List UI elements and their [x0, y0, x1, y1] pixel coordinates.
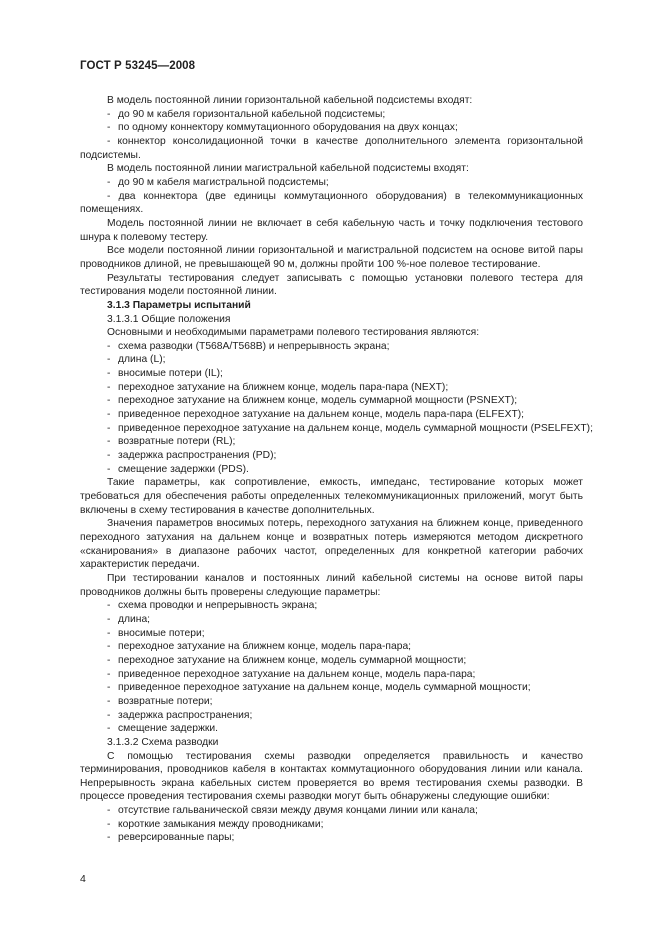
paragraph: Такие параметры, как сопротивление, емкость, импеданс, тестирование которых может требоваться для обеспечения работы определенных телекоммуникационных приложений, могут быть включены в схему тестирования в качестве дополнительных.: [80, 477, 583, 516]
list-dash: -: [107, 354, 111, 366]
list-item: [80, 627, 583, 641]
list-dash: -: [107, 818, 111, 830]
list-dash: -: [107, 409, 111, 421]
list-item: [80, 640, 583, 654]
page-number: 4: [80, 873, 86, 885]
list-dash: -: [107, 668, 111, 680]
list-item: [80, 613, 583, 627]
list-item: [80, 449, 583, 463]
list-item: [80, 176, 583, 190]
list-item-text: возвратные потери;: [118, 695, 213, 707]
list-item: [80, 408, 583, 422]
list-item-text: вносимые потери (IL);: [118, 368, 223, 380]
list-item: [80, 108, 583, 122]
list-item: [80, 463, 583, 477]
list-item: [80, 353, 583, 367]
list-dash: -: [107, 463, 111, 475]
list-item-text: переходное затухание на ближнем конце, модель пара-пара;: [118, 641, 412, 653]
paragraph: При тестировании каналов и постоянных линий кабельной системы на основе витой пары проводников должны быть проверены следующие параметры:: [80, 572, 583, 598]
list-dash: -: [107, 600, 111, 612]
list-item: [80, 722, 583, 736]
paragraph: Модель постоянной линии не включает в себя кабельную часть и точку подключения тестового шнура к полевому тестеру.: [80, 217, 583, 243]
list-item-text: реверсированные пары;: [118, 832, 235, 844]
list-dash: -: [107, 122, 111, 134]
paragraph: 3.1.3.2 Схема разводки: [107, 736, 219, 748]
paragraph: Значения параметров вносимых потерь, переходного затухания на ближнем конце, приведенного переходного затухания на дальнем конце и возвратных потерь измеряются методом дискретного «сканирования» в диапазоне рабочих частот, определенных для конкретной категории рабочих характеристик передачи.: [80, 518, 583, 571]
list-dash: -: [107, 381, 111, 393]
list-item: [80, 818, 583, 832]
list-item-text: переходное затухание на ближнем конце, модель пара-пара (NEXT);: [118, 381, 449, 393]
list-item-text: отсутствие гальванической связи между двумя концами линии или канала;: [118, 805, 478, 817]
list-item: [80, 668, 583, 682]
list-dash: -: [107, 340, 111, 352]
list-item: [80, 681, 583, 695]
list-dash: -: [107, 805, 111, 817]
paragraph: Основными и необходимыми параметрами полевого тестирования являются:: [107, 327, 480, 339]
list-item: [80, 367, 583, 381]
list-item: [80, 804, 583, 818]
list-item-text: по одному коннектору коммутационного оборудования на двух концах;: [118, 122, 458, 134]
list-item: [80, 435, 583, 449]
list-item-text: схема проводки и непрерывность экрана;: [118, 600, 318, 612]
document-body: [80, 94, 593, 845]
list-item-text: приведенное переходное затухание на дальнем конце, модель суммарной мощности;: [118, 682, 531, 694]
list-item: [80, 599, 583, 613]
list-item-text: короткие замыкания между проводниками;: [118, 818, 324, 830]
list-item: [80, 422, 593, 436]
list-item-text: задержка распространения;: [118, 709, 253, 721]
paragraph: В модель постоянной линии магистральной кабельной подсистемы входят:: [107, 163, 469, 175]
list-dash: -: [107, 613, 111, 625]
list-item-text: смещение задержки (PDS).: [118, 463, 249, 475]
list-item: [80, 695, 583, 709]
list-dash: -: [107, 654, 111, 666]
list-dash: -: [107, 682, 111, 694]
list-dash: -: [107, 108, 111, 120]
list-dash: -: [107, 709, 111, 721]
list-item: [80, 394, 583, 408]
list-item-text: приведенное переходное затухание на дальнем конце, модель пара-пара;: [118, 668, 476, 680]
paragraph: 3.1.3.1 Общие положения: [107, 313, 231, 325]
section-heading: 3.1.3 Параметры испытаний: [107, 299, 251, 311]
list-dash: -: [107, 368, 111, 380]
list-dash: -: [107, 723, 111, 735]
list-item-text: длина (L);: [118, 354, 166, 366]
list-dash: -: [107, 395, 111, 407]
list-item-text: возвратные потери (RL);: [118, 436, 236, 448]
list-item-text: приведенное переходное затухание на дальнем конце, модель суммарной мощности (PSELFEXT);: [118, 422, 593, 434]
list-dash: -: [107, 627, 111, 639]
list-dash: -: [107, 641, 111, 653]
list-item: [80, 340, 583, 354]
list-item: [80, 654, 583, 668]
paragraph: В модель постоянной линии горизонтальной кабельной подсистемы входят:: [107, 95, 473, 106]
list-item-text: задержка распространения (PD);: [118, 450, 277, 462]
list-item-text: схема разводки (T568A/T568B) и непрерывность экрана;: [118, 340, 390, 352]
list-dash: -: [107, 436, 111, 448]
list-item: [80, 121, 583, 135]
list-item-text: до 90 м кабеля магистральной подсистемы;: [118, 176, 329, 188]
list-dash: -: [107, 176, 111, 188]
document-header: ГОСТ Р 53245—2008: [80, 60, 196, 72]
list-item-text: переходное затухание на ближнем конце, модель суммарной мощности;: [118, 654, 467, 666]
list-item-text: длина;: [118, 613, 151, 625]
paragraph: С помощью тестирования схемы разводки определяется правильность и качество терминирования, проводников кабеля в контактах коммутационного оборудования линии или канала. Непрерывность экрана кабельных систем проверяется во время тестирования схемы разводки. В процессе проведения тестирования схемы разводки могут быть обнаружены следующие ошибки:: [80, 750, 583, 803]
list-dash: -: [107, 422, 111, 434]
list-item: [80, 831, 583, 845]
list-item: [80, 709, 583, 723]
paragraph: Все модели постоянной линии горизонтальной и магистральной подсистем на основе витой пары проводников длиной, не превышающей 90 м, должны пройти 100 %-ное полевое тестирование.: [80, 245, 583, 270]
list-item: [80, 381, 583, 395]
list-item-text: смещение задержки.: [118, 723, 218, 735]
list-item-text: переходное затухание на ближнем конце, модель суммарной мощности (PSNEXT);: [118, 395, 518, 407]
paragraph: Результаты тестирования следует записывать с помощью установки полевого тестера для тестирования модели постоянной линии.: [80, 272, 583, 298]
list-dash: -: [107, 695, 111, 707]
list-dash: -: [107, 450, 111, 462]
list-item-text: вносимые потери;: [118, 627, 205, 639]
list-item-text: до 90 м кабеля горизонтальной кабельной подсистемы;: [118, 108, 386, 120]
list-dash: -: [107, 832, 111, 844]
list-item-text: приведенное переходное затухание на дальнем конце, модель пара-пара (ELFEXT);: [118, 409, 525, 421]
paragraph: - два коннектора (две единицы коммутационного оборудования) в телекоммуникационных помещениях.: [80, 190, 583, 216]
paragraph: - коннектор консолидационной точки в качестве дополнительного элемента горизонтальной подсистемы.: [80, 135, 583, 161]
